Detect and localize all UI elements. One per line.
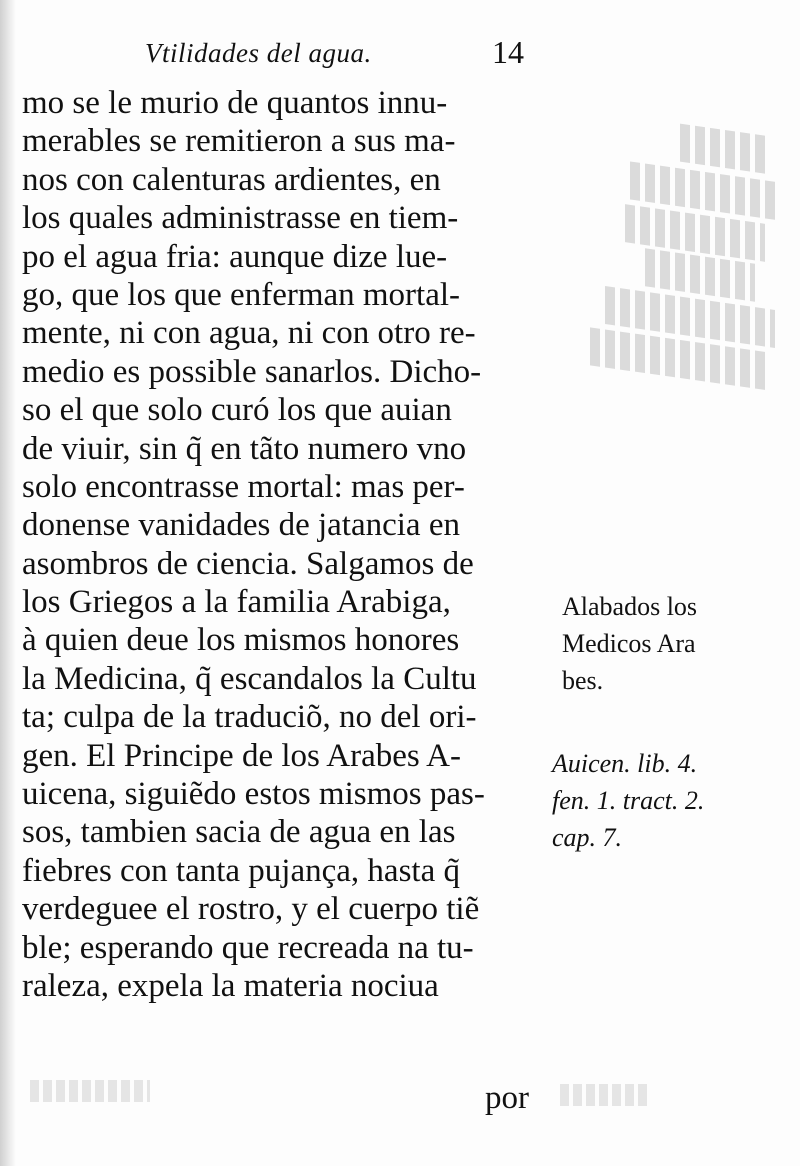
text-line: de viuir, sin q̃ en tãto numero vno [22,430,467,467]
show-through-text [570,130,790,340]
catchword: por [485,1080,529,1116]
text-line: mo se le murio de quantos innu- [22,85,448,121]
margin-note-line: fen. 1. tract. 2. [552,786,705,815]
text-line: so el que solo curó los que auian [22,392,452,429]
show-through-text-bottom-right [560,1084,650,1106]
text-line: mente, ni con agua, ni con otro re- [22,315,476,352]
text-line: medio es possible sanarlos. Dicho- [22,353,482,390]
running-title: Vtilidades del agua. [145,38,372,68]
text-line: los quales administrasse en tiem- [22,200,459,237]
text-line: la Medicina, q̃ escandalos la Cultu [22,660,477,697]
margin-note-line: Alabados los [562,592,698,621]
text-line: gen. El Principe de los Arabes A- [22,737,461,774]
text-line: los Griegos a la familia Arabiga, [22,584,451,621]
text-line: à quien deue los mismos honores [22,622,460,659]
text-line: sos, tambien sacia de agua en las [22,814,456,851]
margin-note-arabes [562,588,697,699]
text-line: asombros de ciencia. Salgamos de [22,545,474,582]
text-line: verdeguee el rostro, y el cuerpo tiẽ [22,891,480,928]
text-line: po el agua fria: aunque dize lue- [22,238,448,275]
text-line: uicena, siguiẽdo estos mismos pas- [22,776,485,813]
body-text [22,84,542,1005]
margin-note-line: cap. 7. [552,823,623,852]
text-line: ble; esperando que recreada na tu- [22,929,474,966]
text-line: fiebres con tanta pujança, hasta q̃ [22,852,460,889]
margin-note-line: bes. [562,666,604,695]
text-line: nos con calenturas ardientes, en [22,161,441,198]
text-line: ta; culpa de la traduciõ, no del ori- [22,699,477,736]
margin-note-line: Medicos Ara [562,629,696,658]
page-edge-shadow [0,0,16,1166]
text-line: merables se remitieron a sus ma- [22,123,456,160]
margin-note-avicen [552,745,704,856]
text-line: go, que los que enferman mortal- [22,276,461,313]
text-line: solo encontrasse mortal: mas per- [22,468,465,505]
page-number: 14 [492,34,524,70]
show-through-text-bottom [30,1080,150,1102]
text-line: donense vanidades de jatancia en [22,507,460,544]
margin-note-line: Auicen. lib. 4. [552,749,698,778]
text-line: raleza, expela la materia nociua [22,967,439,1004]
